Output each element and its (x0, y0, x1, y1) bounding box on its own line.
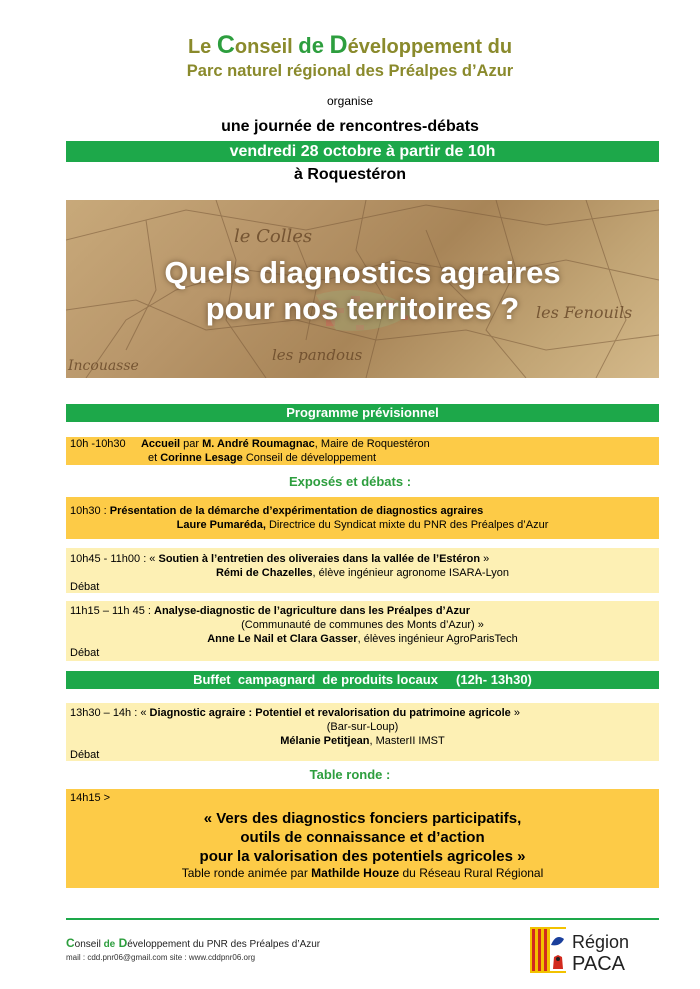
table-ronde-heading: Table ronde : (309, 767, 391, 782)
accueil-label: Accueil (140, 438, 181, 450)
accueil-speaker-2: Corinne Lesage (160, 452, 243, 464)
session-2-debate: Débat (70, 581, 100, 593)
event-location: à Roquestéron (293, 166, 406, 183)
map-label-les-pandous: les pandous (272, 346, 363, 364)
session-3-subtitle: (Communauté de communes des Monts d’Azur) » (241, 619, 484, 631)
region-label-1: Région (572, 932, 630, 952)
footer-divider (66, 918, 659, 920)
accueil-speaker-1: M. André Roumagnac (202, 438, 315, 450)
table-ronde-line2: outils de connaissance et d’action (240, 829, 485, 846)
accueil-time: 10h -10h30 (70, 438, 126, 450)
session-3-debate: Débat (70, 647, 100, 659)
table-ronde-line1: « Vers des diagnostics fonciers participatifs, (203, 810, 522, 827)
table-ronde-time: 14h15 > (70, 792, 111, 804)
session-3-box: 11h15 – 11h 45 : Analyse-diagnostic de l’agriculture dans les Préalpes d’Azur (Communauté de communes des Monts d’Azur) » Anne Le Nail et Clara Gasser, élèves ingénieur AgroParisTech Débat (66, 601, 659, 661)
session-3-title: Analyse-diagnostic de l’agriculture dans les Préalpes d’Azur (154, 605, 471, 617)
table-ronde-line3: pour la valorisation des potentiels agricoles » (199, 848, 526, 865)
session-2-title: Soutien à l’entretien des oliveraies dans la vallée de l’Estéron (158, 553, 481, 565)
hero-headline-line2: pour nos territoires ? (205, 291, 520, 326)
session-2-box: 10h45 - 11h00 : « Soutien à l’entretien des oliveraies dans la vallée de l’Estéron » Rémi de Chazelles, élève ingénieur agronome ISARA-Lyon Débat (66, 548, 659, 593)
session-4-debate: Débat (70, 749, 100, 761)
title-initial-d: D (329, 31, 348, 59)
session-1-title: Présentation de la démarche d’expérimentation de diagnostics agraires (109, 505, 484, 517)
hero-headline (66, 255, 659, 327)
buffet-bar: Buffet campagnard de produits locaux (12h- 13h30) (66, 671, 659, 689)
programme-title-bar: Programme prévisionnel (66, 404, 659, 422)
title-de: de (298, 33, 324, 58)
map-label-les-fenouils: les Fenouils (536, 303, 633, 322)
session-3-speakers: Anne Le Nail et Clara Gasser (207, 633, 358, 645)
organizer-title: Le Conseil de Développement du (187, 31, 513, 59)
session-1-speaker: Laure Pumaréda, (176, 519, 266, 531)
map-label-incouasse: Incouasse (68, 358, 139, 374)
session-4-speaker: Mélanie Petitjean (280, 735, 370, 747)
session-4-title: Diagnostic agraire : Potentiel et revalorisation du patrimoine agricole (149, 707, 511, 719)
session-2-speaker: Rémi de Chazelles (215, 567, 313, 579)
region-label-2: PACA (572, 953, 625, 975)
organizer-subtitle: Parc naturel régional des Préalpes d’Azur (186, 62, 514, 80)
session-4-subtitle: (Bar-sur-Loup) (326, 721, 399, 733)
footer-contact: mail : cdd.pnr06@gmail.com site : www.cddpnr06.org (66, 953, 256, 962)
event-date-bar: vendredi 28 octobre à partir de 10h (66, 141, 659, 162)
organise-text: organise (326, 94, 374, 108)
region-logo-icon (530, 925, 660, 975)
accueil-box: 10h -10h30 Accueil par M. André Roumagnac, Maire de Roquestéron et Corinne Lesage Conseil de développement (66, 437, 659, 465)
session-4-box: 13h30 – 14h : « Diagnostic agraire : Potentiel et revalorisation du patrimoine agricole » (Bar-sur-Loup) Mélanie Petitjean, MasterII IMST Débat (66, 703, 659, 761)
exposes-heading: Exposés et débats : (288, 474, 412, 489)
title-initial-c: C (216, 31, 235, 59)
footer-organizer: Conseil de Développement du PNR des Préalpes d’Azur (66, 936, 321, 950)
session-1-box: 10h30 : Présentation de la démarche d’expérimentation de diagnostics agraires Laure Pumaréda, Directrice du Syndicat mixte du PNR des Préalpes d’Azur (66, 497, 659, 539)
map-label-le-colles: le Colles (234, 226, 313, 247)
table-ronde-moderator: Mathilde Houze (311, 866, 400, 880)
table-ronde-box: 14h15 > « Vers des diagnostics fonciers participatifs, outils de connaissance et d’action pour la valorisation des potentiels agricoles » Table ronde animée par Mathilde Houze du Réseau Rural Régional (66, 789, 659, 888)
hero-headline-line1: Quels diagnostics agraires (164, 255, 561, 290)
region-paca-logo (530, 925, 660, 975)
event-type: une journée de rencontres-débats (221, 118, 479, 135)
